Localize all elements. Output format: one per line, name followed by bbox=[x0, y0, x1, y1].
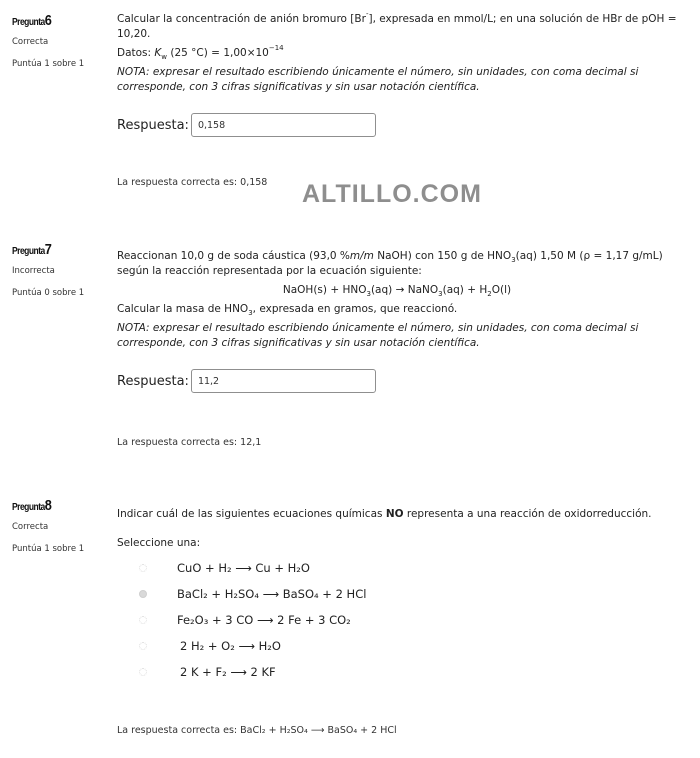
text-part: representa a una reacción de oxidorreducción. bbox=[403, 508, 652, 520]
question-number-value: 6 bbox=[44, 12, 52, 29]
subscript: 2 bbox=[487, 290, 492, 298]
question-grade: Puntúa 1 sobre 1 bbox=[12, 544, 85, 554]
text-emphasis: NO bbox=[385, 508, 404, 520]
superscript: - bbox=[365, 10, 369, 18]
correct-answer-feedback: La respuesta correcta es: 12,1 bbox=[117, 437, 262, 448]
text-part: Calcular la concentración de anión bromuro [Br bbox=[117, 13, 366, 25]
answer-row bbox=[117, 369, 677, 393]
answer-row bbox=[117, 113, 677, 137]
option-label: BaCl₂ + H₂SO₄ ⟶ BaSO₄ + 2 HCl bbox=[177, 586, 367, 601]
option-label: Fe₂O₃ + 3 CO ⟶ 2 Fe + 3 CO₂ bbox=[177, 612, 351, 627]
question-info bbox=[12, 497, 112, 554]
eq-part: NaOH(s) + HNO bbox=[282, 284, 367, 296]
question-info bbox=[12, 241, 112, 298]
radio-button-selected[interactable] bbox=[139, 590, 147, 598]
text-italic: m/m bbox=[349, 250, 374, 262]
option-label: 2 K + F₂ ⟶ 2 KF bbox=[180, 664, 276, 679]
eq-part: O(l) bbox=[491, 284, 512, 296]
kw-symbol: K bbox=[154, 47, 162, 59]
radio-button[interactable] bbox=[139, 564, 147, 572]
question-content bbox=[117, 249, 677, 454]
correct-answer-feedback: La respuesta correcta es: BaCl₂ + H₂SO₄ ⟶ BaSO₄ + 2 HCl bbox=[117, 725, 397, 736]
answer-input[interactable] bbox=[191, 369, 376, 393]
question-label: Pregunta bbox=[12, 17, 45, 28]
question-info bbox=[12, 12, 112, 69]
question-grade: Puntúa 0 sobre 1 bbox=[12, 288, 85, 298]
watermark-logo: ALTILLO.COM bbox=[302, 180, 482, 208]
correct-answer-feedback: La respuesta correcta es: 0,158 bbox=[117, 177, 268, 188]
subscript: 3 bbox=[438, 290, 443, 298]
question-label: Pregunta bbox=[12, 246, 45, 257]
option-label: 2 H₂ + O₂ ⟶ H₂O bbox=[180, 638, 281, 653]
answer-option[interactable] bbox=[139, 633, 677, 659]
option-label: CuO + H₂ ⟶ Cu + H₂O bbox=[177, 560, 310, 575]
subscript: w bbox=[161, 53, 168, 61]
question-note: NOTA: expresar el resultado escribiendo únicamente el número, sin unidades, con coma decimal si corresponde, con 3 cifras significativas y sin usar notación científica. bbox=[117, 66, 639, 93]
answer-option[interactable] bbox=[139, 555, 677, 581]
answer-option[interactable] bbox=[139, 607, 677, 633]
text-part: , expresada en gramos, que reaccionó. bbox=[252, 303, 458, 315]
question-grade: Puntúa 1 sobre 1 bbox=[12, 59, 85, 69]
data-label: Datos: bbox=[117, 47, 155, 59]
question-content bbox=[117, 507, 677, 742]
answer-option[interactable] bbox=[139, 659, 677, 685]
question-instruction bbox=[117, 302, 677, 317]
question-number-value: 8 bbox=[44, 497, 52, 514]
reaction-equation bbox=[117, 283, 677, 298]
text-part: Reaccionan 10,0 g de soda cáustica (93,0 % bbox=[117, 250, 350, 262]
question-number-value: 7 bbox=[44, 241, 52, 258]
answer-input[interactable] bbox=[191, 113, 376, 137]
radio-button[interactable] bbox=[139, 616, 147, 624]
answer-label: Respuesta: bbox=[117, 373, 189, 389]
options-list bbox=[139, 555, 677, 685]
question-state: Incorrecta bbox=[12, 266, 55, 276]
question-state: Correcta bbox=[12, 522, 49, 532]
text-part: ], expresada en mmol/L; en una solución de HBr de pOH = 10,20. bbox=[117, 13, 677, 40]
eq-part: (aq) → NaNO bbox=[370, 284, 439, 296]
text-part: NaOH) con 150 g de HNO bbox=[373, 250, 512, 262]
text-part: Indicar cuál de las siguientes ecuaciones químicas bbox=[117, 508, 386, 520]
question-data bbox=[117, 46, 677, 61]
question-text bbox=[117, 249, 677, 279]
radio-button[interactable] bbox=[139, 642, 147, 650]
question-state: Correcta bbox=[12, 37, 49, 47]
answer-label: Respuesta: bbox=[117, 117, 189, 133]
radio-button[interactable] bbox=[139, 668, 147, 676]
question-label: Pregunta bbox=[12, 502, 45, 513]
data-value: (25 °C) = 1,00×10 bbox=[167, 47, 269, 59]
question-number bbox=[12, 241, 52, 258]
question-text bbox=[117, 12, 677, 42]
exponent: −14 bbox=[268, 44, 284, 52]
text-part: (aq) 1,50 M (ρ = 1,17 g/mL) según la reacción representada por la ecuación siguiente: bbox=[117, 250, 663, 277]
subscript: 3 bbox=[366, 290, 371, 298]
question-text bbox=[117, 507, 677, 522]
question-number bbox=[12, 497, 52, 514]
text-part: Calcular la masa de HNO bbox=[117, 303, 249, 315]
subscript: 3 bbox=[511, 256, 516, 264]
question-number bbox=[12, 12, 52, 29]
question-note: NOTA: expresar el resultado escribiendo únicamente el número, sin unidades, con coma decimal si corresponde, con 3 cifras significativas y sin usar notación científica. bbox=[117, 322, 639, 349]
answer-option[interactable] bbox=[139, 581, 677, 607]
question-content bbox=[117, 12, 677, 194]
select-label: Seleccione una: bbox=[117, 537, 201, 549]
eq-part: (aq) + H bbox=[442, 284, 488, 296]
subscript: 3 bbox=[248, 309, 253, 317]
